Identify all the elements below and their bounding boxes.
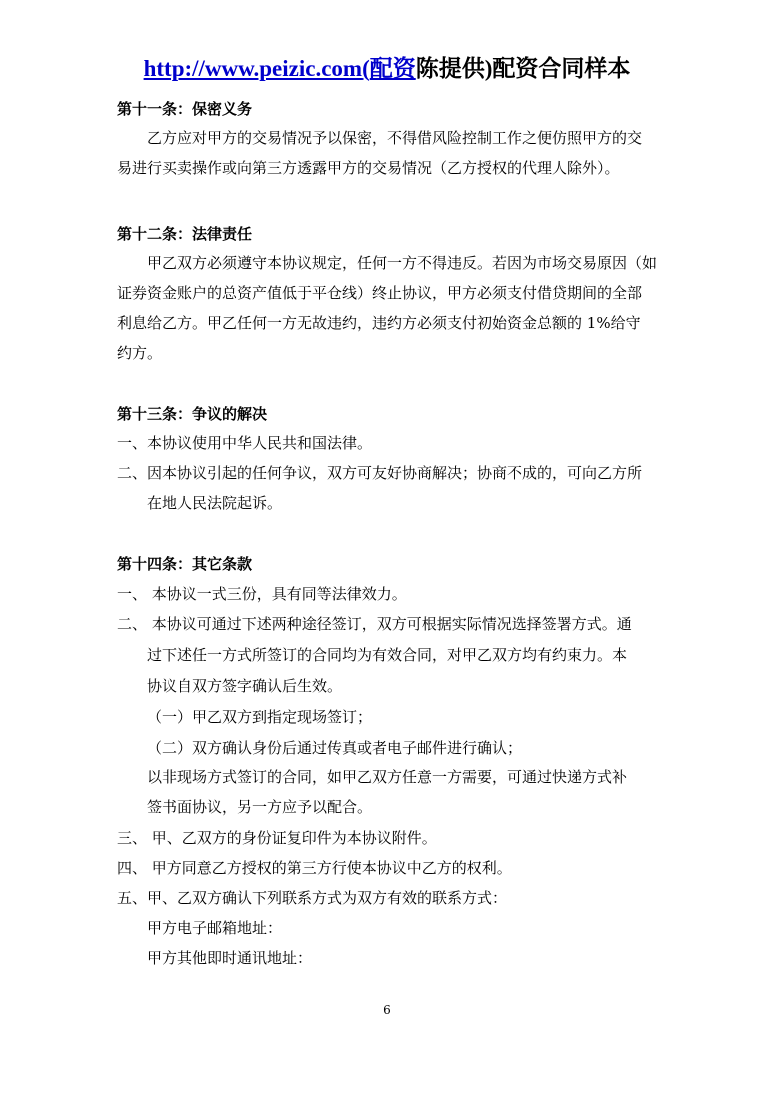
- section-12-line-2: 证券资金账户的总资产值低于平仓线）终止协议，甲方必须支付借贷期间的全部: [117, 284, 643, 302]
- section-11-line-2: 易进行买卖操作或向第三方透露甲方的交易情况（乙方授权的代理人除外）。: [117, 159, 620, 177]
- section-13-item-2: 二、因本协议引起的任何争议，双方可友好协商解决；协商不成的，可向乙方所: [117, 464, 643, 482]
- section-14-item-2-cont-1: 过下述任一方式所签订的合同均为有效合同，对甲乙双方均有约束力。本: [147, 646, 628, 664]
- party-a-im-label: 甲方其他即时通讯地址：: [147, 949, 313, 967]
- section-14-note-2: 签书面协议，另一方应予以配合。: [147, 798, 373, 816]
- section-13-item-1: 一、本协议使用中华人民共和国法律。: [117, 434, 373, 452]
- section-14-item-3: 三、 甲、乙双方的身份证复印件为本协议附件。: [117, 829, 437, 847]
- page-header: [0, 54, 774, 84]
- section-12-line-1: 甲乙双方必须遵守本协议规定，任何一方不得违反。若因为市场交易原因（如: [147, 254, 658, 272]
- section-14-note-1: 以非现场方式签订的合同，如甲乙双方任意一方需要，可通过快递方式补: [147, 768, 628, 786]
- header-title-rest: 陈提供)配资合同样本: [415, 56, 631, 81]
- section-11-heading: 第十一条：保密义务: [117, 100, 253, 118]
- header-url[interactable]: http://www.peizic.com: [143, 56, 363, 81]
- section-14-heading: 第十四条：其它条款: [117, 555, 253, 573]
- section-14-item-1: 一、 本协议一式三份，具有同等法律效力。: [117, 585, 407, 603]
- section-11-line-1: 乙方应对甲方的交易情况予以保密，不得借风险控制工作之便仿照甲方的交: [147, 129, 643, 147]
- header-url-link[interactable]: [144, 56, 416, 81]
- section-14-item-2-cont-2: 协议自双方签字确认后生效。: [147, 677, 343, 695]
- section-14-item-4: 四、 甲方同意乙方授权的第三方行使本协议中乙方的权利。: [117, 859, 512, 877]
- section-12-line-3: 利息给乙方。甲乙任何一方无故违约，违约方必须支付初始资金总额的 1%给守: [117, 314, 641, 332]
- section-12-heading: 第十二条：法律责任: [117, 225, 253, 243]
- page-number: 6: [383, 1003, 391, 1017]
- header-site-name[interactable]: 配资: [369, 56, 416, 81]
- section-12-line-4: 约方。: [117, 344, 163, 362]
- section-13-heading: 第十三条：争议的解决: [117, 405, 268, 423]
- party-a-email-label: 甲方电子邮箱地址：: [147, 919, 283, 937]
- section-14-item-5: 五、甲、乙双方确认下列联系方式为双方有效的联系方式：: [117, 889, 508, 907]
- section-14-option-2: （二）双方确认身份后通过传真或者电子邮件进行确认；: [147, 739, 523, 757]
- section-14-option-1: （一）甲乙双方到指定现场签订；: [147, 708, 373, 726]
- section-13-item-2-cont: 在地人民法院起诉。: [147, 494, 283, 512]
- section-14-item-2: 二、 本协议可通过下述两种途径签订，双方可根据实际情况选择签署方式。通: [117, 615, 632, 633]
- header-open-paren[interactable]: (: [362, 56, 370, 81]
